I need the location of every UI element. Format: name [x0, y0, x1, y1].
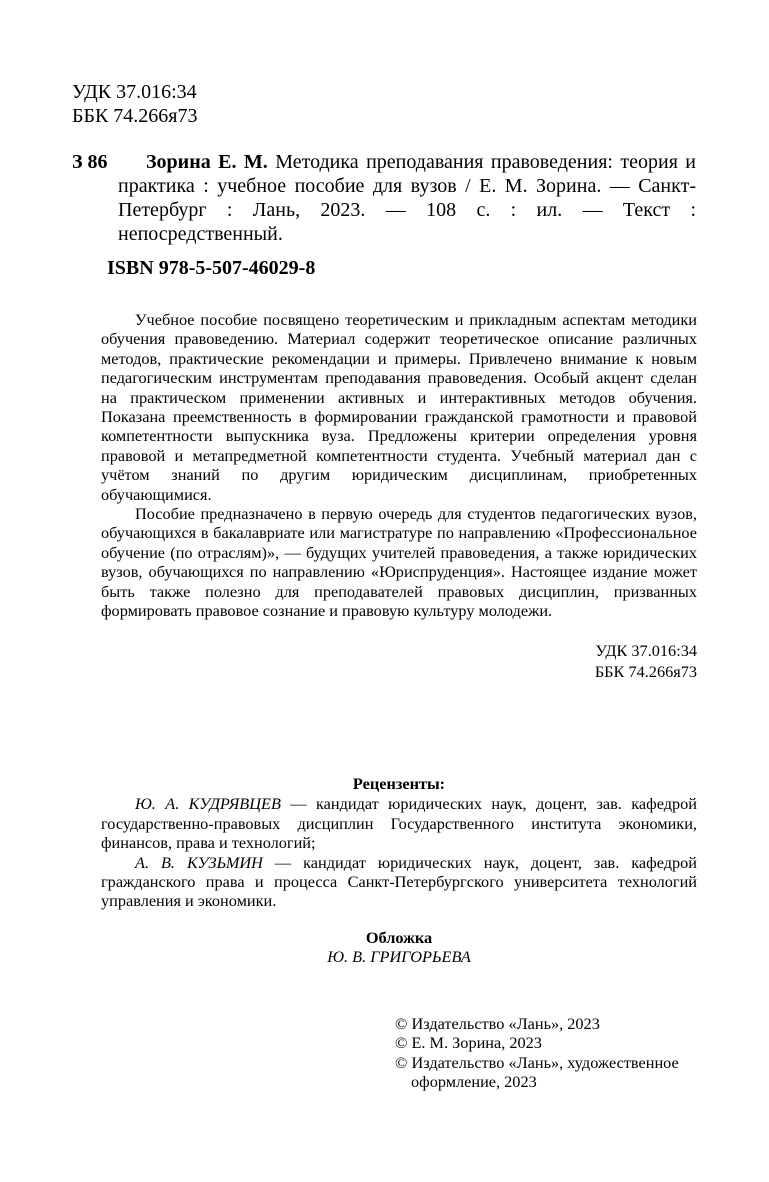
abstract-paragraph: Учебное пособие посвящено теоретическим и прикладным аспектам методики обучения правоведению. Материал содержит теоретическое описание различных методов, практические рекомендации и примеры. Привлечено внимание к новым педагогическим инструментам преподавания правоведения. Особый акцент сделан на практическом применении активных и интерактивных методов обучения. Показана преемственность в формировании гражданской грамотности и правовой компетентности выпускника вуза. Предложены критерии определения уровня правовой и метапредметной компетентности студента. Учебный материал дан с учётом знаний по другим юридическим дисциплинам, приобретенных обучающимися. [101, 310, 697, 504]
bib-author: Зорина Е. М. [146, 151, 268, 173]
bbk-code: ББК 74.266я73 [594, 662, 697, 681]
udk-code: УДК 37.016:34 [72, 81, 197, 103]
reviewer-credentials: — кандидат юридических наук, доцент, зав. кафедрой гражданского права и процесса Санкт-Петербургского университета технологий управления и экономики. [101, 852, 697, 911]
udk-code: УДК 37.016:34 [595, 641, 697, 660]
bbk-code: ББК 74.266я73 [72, 105, 198, 127]
cover-designer: Ю. В. ГРИГОРЬЕВА [327, 947, 471, 967]
copyright-line: © Издательство «Лань», художественное оформление, 2023 [395, 1052, 679, 1092]
reviewer-credentials: — кандидат юридических наук, доцент, зав. кафедрой государственно-правовых дисциплин Государственного института экономики, финансов, права и технологий; [101, 794, 697, 853]
reviewer-entry [101, 853, 697, 911]
classification-header [72, 80, 198, 128]
copyright-block [395, 1014, 705, 1092]
classification-footer [497, 640, 697, 682]
abstract [101, 310, 697, 621]
isbn: ISBN 978-5-507-46029-8 [107, 257, 316, 279]
bib-description: Методика преподавания правоведения: теория и практика : учебное пособие для вузов / Е. М. Зорина. — Санкт-Петербург : Лань, 2023. — 108 с. : ил. — Текст : непосредственный. [118, 151, 697, 245]
reviewers-section [101, 774, 697, 911]
author-sign: З 86 [72, 151, 108, 173]
bibliographic-record [118, 150, 696, 246]
reviewer-entry [101, 794, 697, 852]
cover-credit [101, 928, 697, 967]
copyright-line: © Е. М. Зорина, 2023 [395, 1033, 542, 1053]
reviewer-name: Ю. А. КУДРЯВЦЕВ [135, 794, 281, 814]
reviewers-heading: Рецензенты: [352, 774, 446, 793]
copyright-line: © Издательство «Лань», 2023 [395, 1014, 600, 1033]
abstract-paragraph: Пособие предназначено в первую очередь для студентов педагогических вузов, обучающихся в бакалавриате или магистратуре по направлению «Профессиональное обучение (по отраслям)», — будущих учителей правоведения, а также юридических вузов, обучающихся по направлению «Юриспруденция». Настоящее издание может быть также полезно для преподавателей правовых дисциплин, призванных формировать правовое сознание и правовую культуру молодежи. [101, 504, 697, 621]
cover-heading: Обложка [365, 928, 433, 947]
reviewer-name: А. В. КУЗЬМИН [135, 852, 263, 872]
